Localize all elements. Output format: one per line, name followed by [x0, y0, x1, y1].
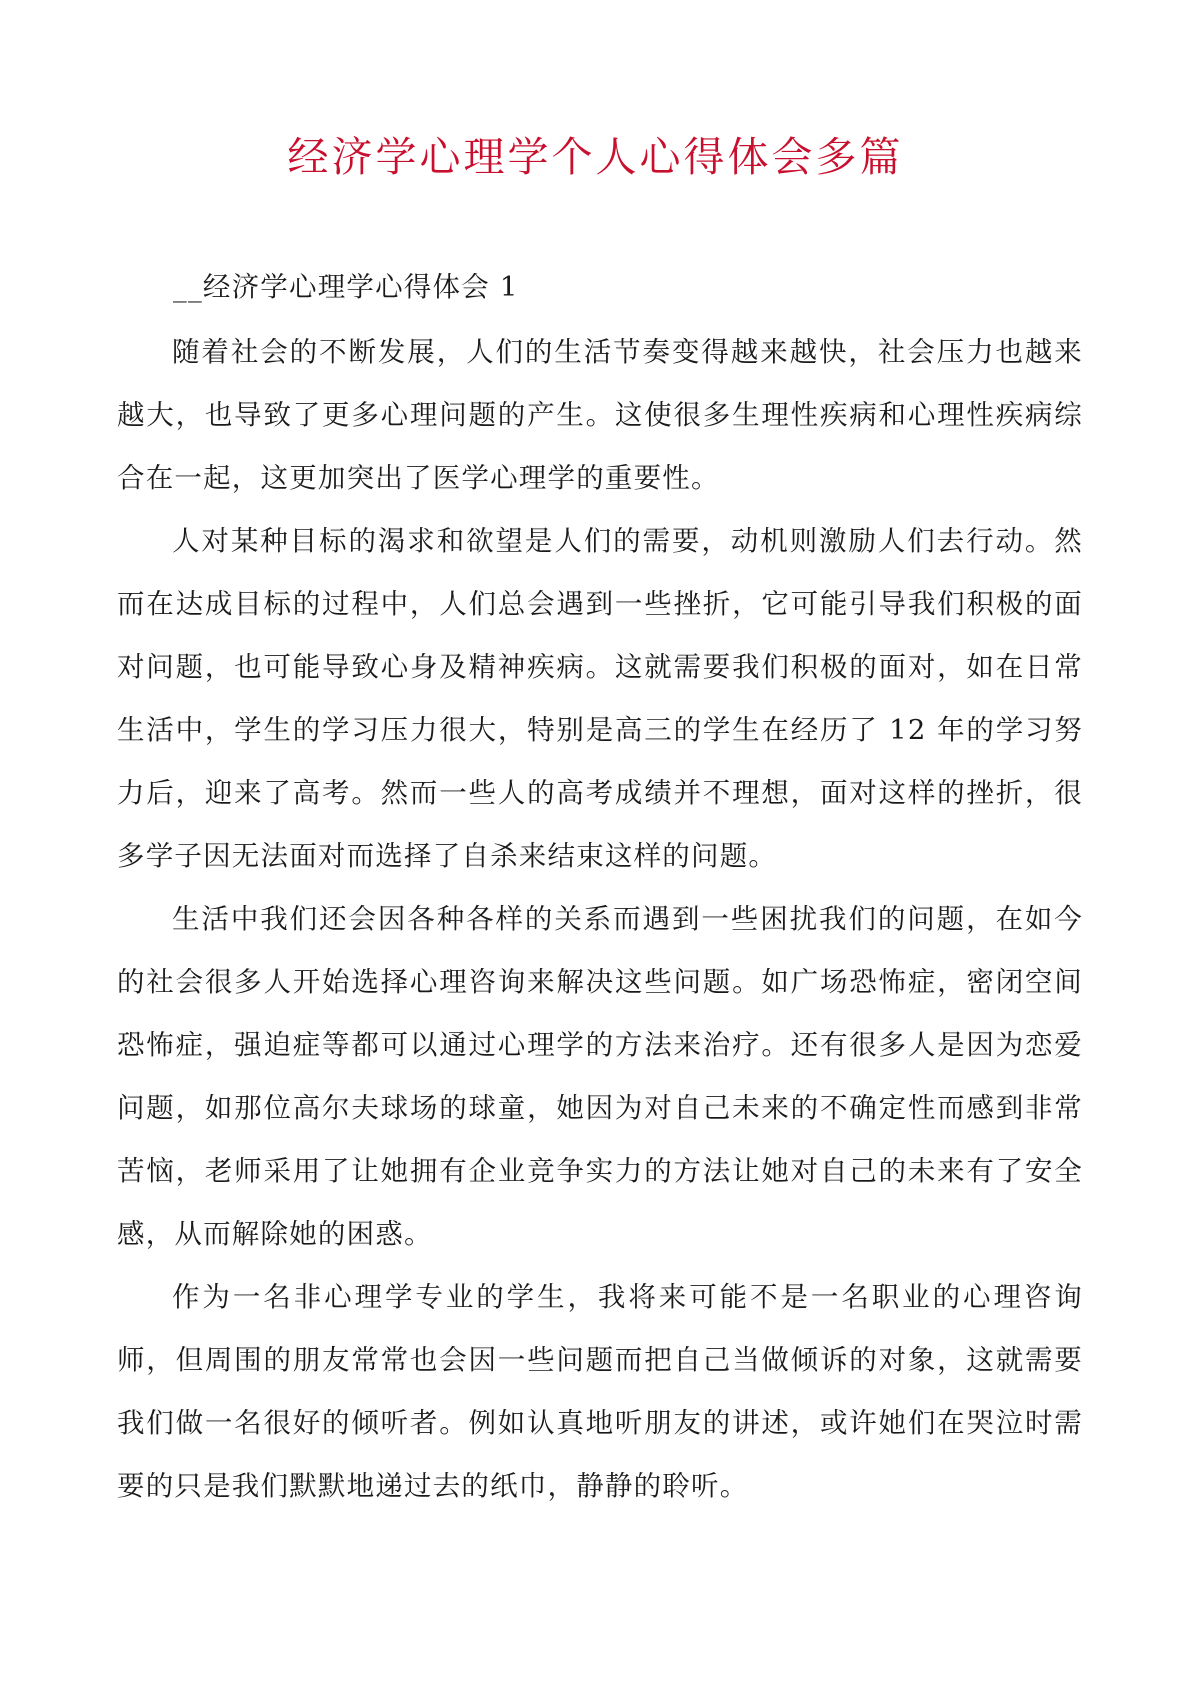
paragraph-2: 人对某种目标的渴求和欲望是人们的需要，动机则激励人们去行动。然而在达成目标的过程中，人们总会遇到一些挫折，它可能引导我们积极的面对问题，也可能导致心身及精神疾病。这就需要我们积极的面对，如在日常生活中，学生的学习压力很大，特别是高三的学生在经历了 12 年的学习努力后，迎来了高考。然而一些人的高考成绩并不理想，面对这样的挫折，很多学子因无法面对而选择了自杀来结束这样的问题。: [117, 525, 1083, 872]
paragraph-1: 随着社会的不断发展，人们的生活节奏变得越来越快，社会压力也越来越大，也导致了更多心理问题的产生。这使很多生理性疾病和心理性疾病综合在一起，这更加突出了医学心理学的重要性。: [117, 336, 1083, 494]
paragraph-4: 作为一名非心理学专业的学生，我将来可能不是一名职业的心理咨询师，但周围的朋友常常也会因一些问题而把自己当做倾诉的对象，这就需要我们做一名很好的倾听者。例如认真地听朋友的讲述，或许她们在哭泣时需要的只是我们默默地递过去的纸巾，静静的聆听。: [117, 1281, 1083, 1502]
section-heading: __经济学心理学心得体会 1: [173, 271, 519, 303]
document-title: 经济学心理学个人心得体会多篇: [287, 133, 904, 181]
document-body: [117, 256, 1083, 1518]
paragraph-3: 生活中我们还会因各种各样的关系而遇到一些困扰我们的问题，在如今的社会很多人开始选择心理咨询来解决这些问题。如广场恐怖症，密闭空间恐怖症，强迫症等都可以通过心理学的方法来治疗。还有很多人是因为恋爱问题，如那位高尔夫球场的球童，她因为对自己未来的不确定性而感到非常苦恼，老师采用了让她拥有企业竞争实力的方法让她对自己的未来有了安全感，从而解除她的困惑。: [117, 903, 1083, 1250]
